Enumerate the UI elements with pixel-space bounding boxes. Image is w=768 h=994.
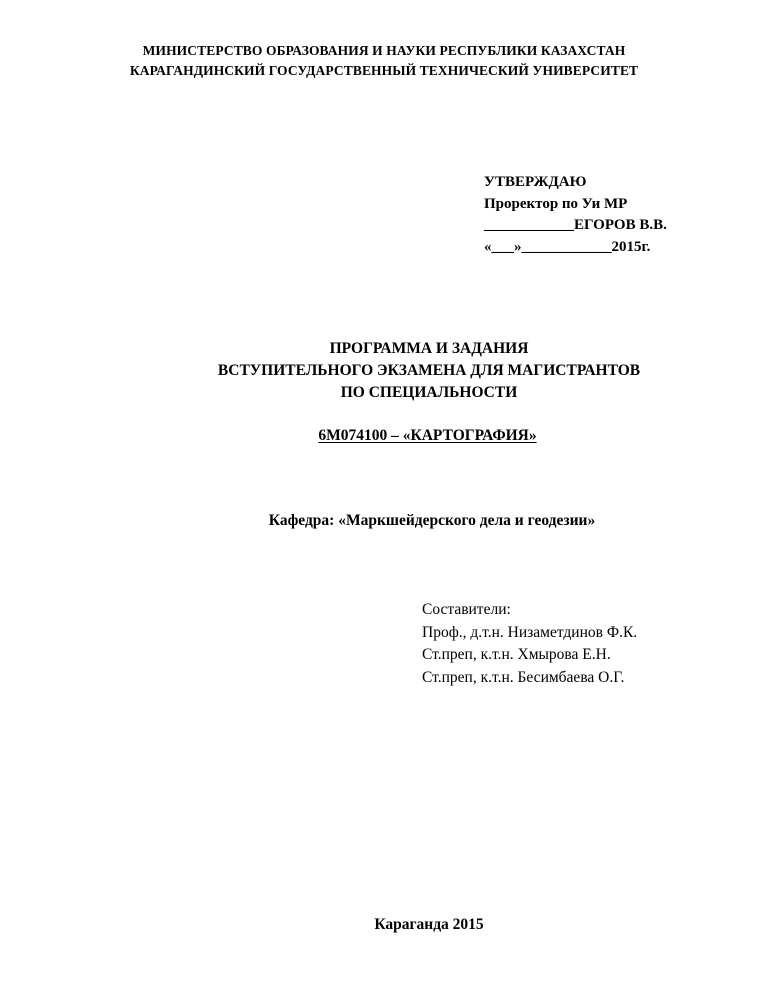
author-item: Ст.преп, к.т.н. Бесимбаева О.Г. [422, 668, 625, 686]
ministry-header [0, 41, 768, 81]
author-item: Проф., д.т.н. Низаметдинов Ф.К. [422, 623, 638, 641]
program-title [0, 338, 768, 404]
approval-position: Проректор по Уи МР [484, 195, 628, 212]
city-year-footer: Караганда 2015 [374, 916, 484, 933]
ministry-line: МИНИСТЕРСТВО ОБРАЗОВАНИЯ И НАУКИ РЕСПУБЛИКИ КАЗАХСТАН [142, 43, 626, 58]
program-title-line-1: ПРОГРАММА И ЗАДАНИЯ [329, 340, 529, 357]
approval-title: УТВЕРЖДАЮ [484, 174, 587, 190]
authors-block [422, 599, 637, 689]
approval-date-line: «___»____________2015г. [484, 238, 651, 255]
university-line: КАРАГАНДИНСКИЙ ГОСУДАРСТВЕННЫЙ ТЕХНИЧЕСКИЙ УНИВЕРСИТЕТ [129, 63, 639, 78]
approval-signature-line: ____________ЕГОРОВ В.В. [484, 217, 667, 233]
approval-block [484, 172, 667, 258]
department-name: Кафедра: «Маркшейдерского дела и геодезии» [268, 512, 596, 529]
specialty-code: 6М074100 – «КАРТОГРАФИЯ» [318, 427, 537, 444]
authors-label: Составители: [422, 601, 511, 618]
program-title-line-3: ПО СПЕЦИАЛЬНОСТИ [340, 384, 518, 401]
author-item: Ст.преп, к.т.н. Хмырова Е.Н. [422, 646, 611, 663]
program-title-line-2: ВСТУПИТЕЛЬНОГО ЭКЗАМЕНА ДЛЯ МАГИСТРАНТОВ [217, 362, 641, 379]
